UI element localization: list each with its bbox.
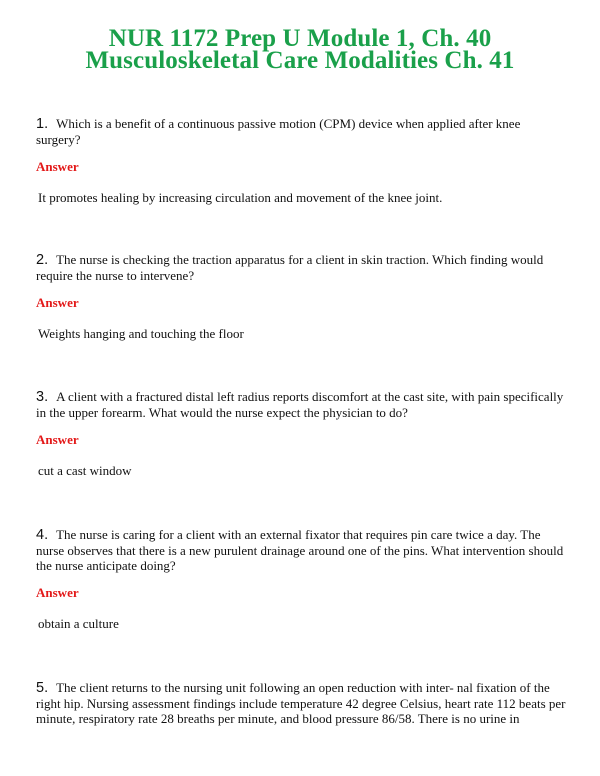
question-number-5: 5. bbox=[36, 680, 49, 696]
question-5 bbox=[36, 680, 566, 726]
question-2 bbox=[36, 252, 566, 283]
question-number-3: 3. bbox=[36, 389, 49, 405]
answer-label-2: Answer bbox=[36, 295, 79, 310]
question-text-5: The client returns to the nursing unit following an open reduction with inter- nal fixation of the right hip. Nursing assessment findings include temperature 42 degree Celsius, heart rate 112 beats per minute, respiratory rate 28 breaths per minute, and blood pressure 86/58. There is no urine in bbox=[36, 680, 566, 726]
answer-text-2: Weights hanging and touching the floor bbox=[38, 326, 244, 341]
question-block-2 bbox=[36, 252, 566, 341]
answer-text-3: cut a cast window bbox=[38, 463, 132, 478]
question-block-3 bbox=[36, 389, 566, 478]
answer-text-4: obtain a culture bbox=[38, 616, 119, 631]
answer-label-3: Answer bbox=[36, 432, 79, 447]
question-3 bbox=[36, 389, 566, 420]
title-line-1: NUR 1172 Prep U Module 1, Ch. 40 bbox=[108, 25, 492, 52]
question-4 bbox=[36, 527, 566, 573]
question-block-4 bbox=[36, 527, 566, 631]
question-number-4: 4. bbox=[36, 527, 49, 543]
question-block-5 bbox=[36, 680, 566, 726]
answer-label-1: Answer bbox=[36, 159, 79, 174]
document-title bbox=[0, 25, 600, 74]
question-number-2: 2. bbox=[36, 252, 49, 268]
question-1 bbox=[36, 116, 566, 147]
question-text-1: Which is a benefit of a continuous passive motion (CPM) device when applied after knee surgery? bbox=[36, 116, 521, 147]
question-text-2: The nurse is checking the traction apparatus for a client in skin traction. Which finding would require the nurse to intervene? bbox=[36, 252, 544, 283]
title-line-2: Musculoskeletal Care Modalities Ch. 41 bbox=[85, 47, 515, 74]
question-text-4: The nurse is caring for a client with an external fixator that requires pin care twice a day. The nurse observes that there is a new purulent drainage around one of the pins. What intervention should the nurse anticipate doing? bbox=[36, 527, 564, 573]
answer-label-4: Answer bbox=[36, 585, 79, 600]
answer-text-1: It promotes healing by increasing circulation and movement of the knee joint. bbox=[38, 190, 443, 205]
question-block-1 bbox=[36, 116, 566, 205]
question-text-3: A client with a fractured distal left radius reports discomfort at the cast site, with pain specifically in the upper forearm. What would the nurse expect the physician to do? bbox=[36, 389, 564, 420]
question-number-1: 1. bbox=[36, 116, 49, 132]
